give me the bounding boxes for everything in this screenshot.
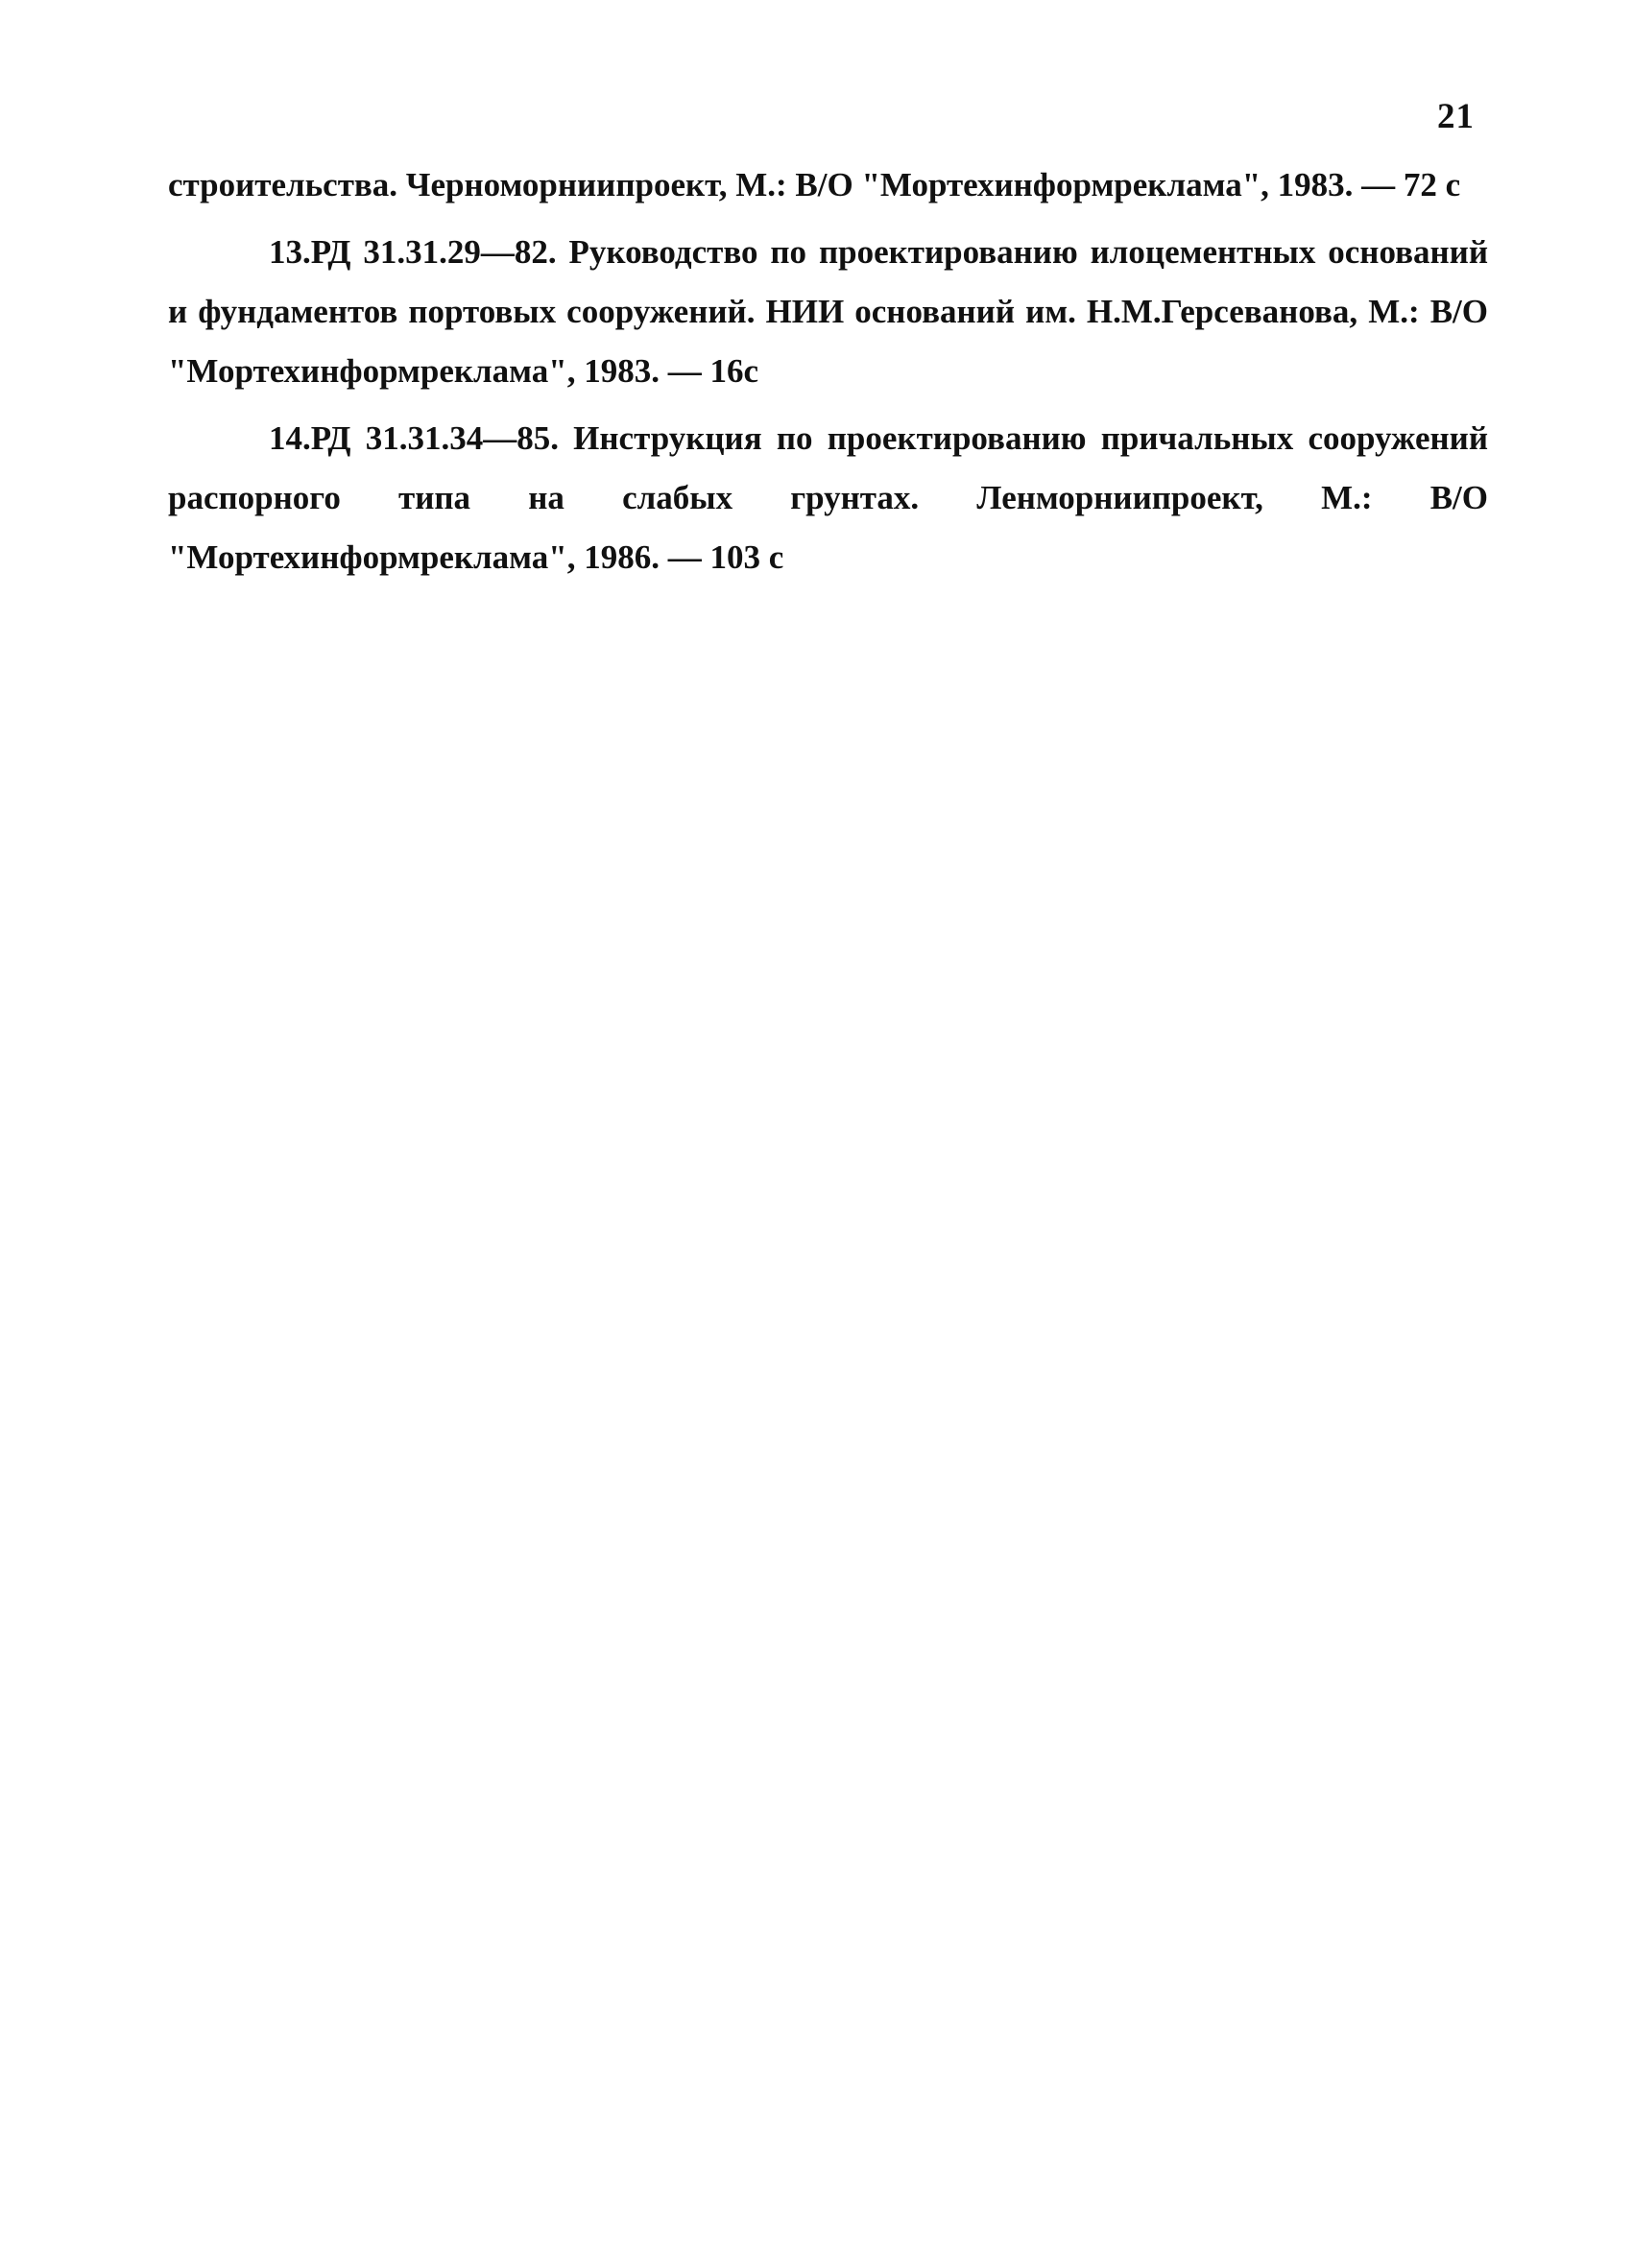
reference-continuation: строительства. Черноморниипроект, М.: В/О "Мортехинформреклама", 1983. — 72 с (168, 166, 1461, 203)
page-number: 21 (1437, 97, 1475, 136)
reference-item-14: 14.РД 31.31.34—85. Инструкция по проектированию причальных сооружений распорного типа на слабых грунтах. Ленморниипроект, М.: В/О "Мортехинформреклама", 1986. — 103 с (168, 419, 1488, 576)
reference-item-13: 13.РД 31.31.29—82. Руководство по проектированию илоцементных оснований и фундаментов портовых сооружений. НИИ оснований им. Н.М.Герсеванова, М.: В/О "Мортехинформреклама", 1983. — 16с (168, 233, 1488, 390)
reference-list (168, 155, 1488, 595)
